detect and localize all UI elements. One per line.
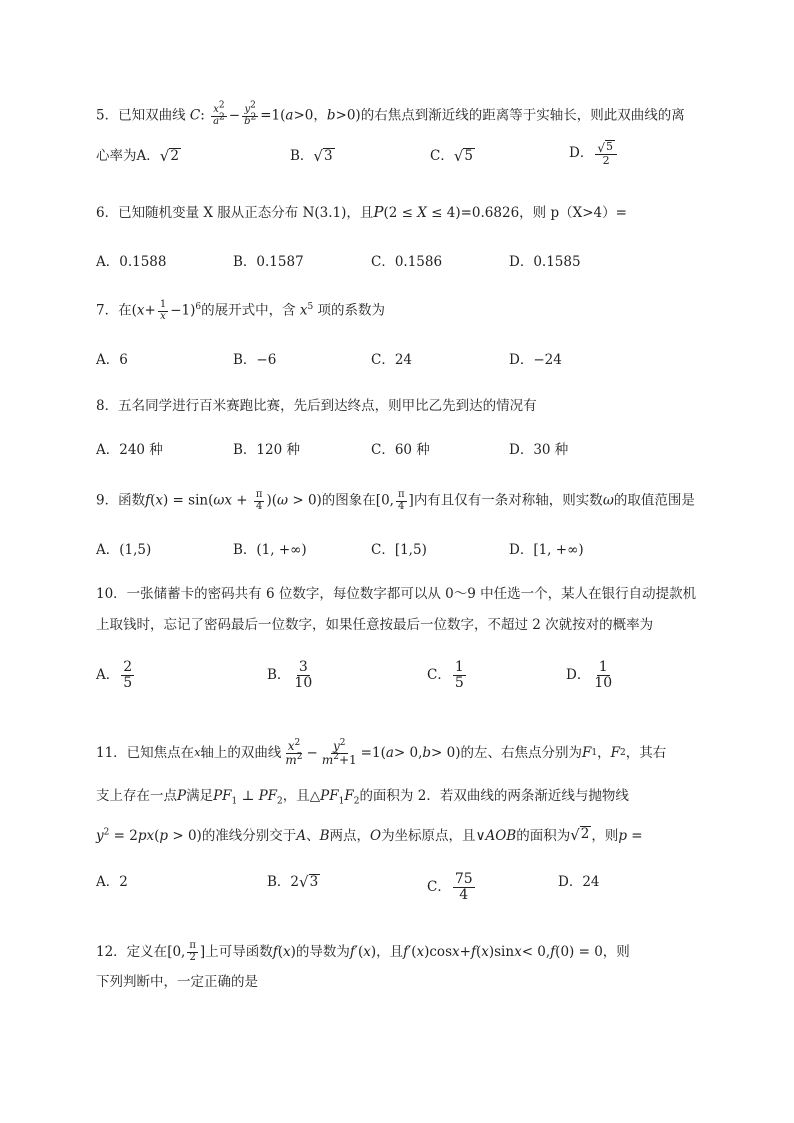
q7-option-a[interactable]: A．6 xyxy=(96,352,128,368)
q9-option-a[interactable]: A．(1,5) xyxy=(96,542,152,558)
q10-option-b[interactable]: B． $\frac{3}{10}$ xyxy=(267,659,313,691)
q6-stem: 6．已知随机变量 X 服从正态分布 N(3.1)，且P(2 ≤ X ≤ 4)=0.6826，则 p（X>4）= xyxy=(96,203,627,221)
q7-stem: 7．在(x+ $\frac{1}{x}$ −1)$^6$的展开式中，含 $x^5$ 项的系数为 xyxy=(96,299,386,322)
q8-option-d[interactable]: D．30 种 xyxy=(509,442,569,458)
q11-option-c[interactable]: C． $\frac{75}{4}$ xyxy=(427,871,473,903)
q11-option-a[interactable]: A．2 xyxy=(96,874,128,890)
q11-option-b[interactable]: B． 2 √ 3 xyxy=(267,873,319,892)
q6-option-d[interactable]: D．0.1585 xyxy=(509,254,581,270)
q5-line1: 5．已知双曲线 C: $\frac{x^2}{a^2}$ − $\frac{y^2}{b^2}$ =1(a>0，b>0)的右焦点到渐近线的距离等于实轴长，则此双曲线的离 xyxy=(96,100,685,127)
q8-stem: 8．五名同学进行百米赛跑比赛，先后到达终点，则甲比乙先到达的情况有 xyxy=(96,398,537,414)
q7-option-b[interactable]: B．−6 xyxy=(233,352,277,368)
q6-option-a[interactable]: A．0.1588 xyxy=(96,254,167,270)
q5-number: 5． xyxy=(96,107,119,124)
q11-line1: 11．已知焦点在 x 轴上的双曲线 $\frac{x^2}{m^2}$ − $\frac{y^2}{m^2+1}$ =1( a > 0, b > 0) 的左、右焦点分别为 F 1 ， F 2 ，其右 xyxy=(96,737,667,767)
q11-line2: 支上存在一点P满足$PF_1$ ⊥ $PF_2$，且$\triangle PF_1F_2$的面积为 2．若双曲线的两条渐近线与抛物线 xyxy=(96,788,629,807)
q6-option-b[interactable]: B．0.1587 xyxy=(233,254,304,270)
q9-option-b[interactable]: B．(1, +∞) xyxy=(233,542,307,558)
q10-option-a[interactable]: A． $\frac{2}{5}$ xyxy=(96,659,133,691)
q10-line1: 10．一张储蓄卡的密码共有 6 位数字，每位数字都可以从 0～9 中任选一个，某人在银行自动提款机 xyxy=(96,586,697,602)
q10-line2: 上取钱时，忘记了密码最后一位数字，如果任意按最后一位数字，不超过 2 次就按对的概率为 xyxy=(96,617,654,633)
q9-stem: 9．函数f(x) = sin(ωx + $\frac{\pi}{4}$ )(ω > 0)的图象在[0, $\frac{\pi}{4}$ ]内有且仅有一条对称轴，则实数ω的取值范围是 xyxy=(96,489,695,512)
q12-line1: 12．定义在 [0, $\frac{\pi}{2}$ ] 上可导函数 f ( x ) 的导数为 f ′( x ) ，且 f ′( x )cos x + f ( x )sin x < 0, f (0) = 0 ，则 xyxy=(96,940,630,963)
q10-option-d[interactable]: D． $\frac{1}{10}$ xyxy=(566,659,613,691)
q9-option-d[interactable]: D．[1, +∞) xyxy=(509,542,584,558)
q9-option-c[interactable]: C．[1,5) xyxy=(371,542,427,558)
q5-option-c[interactable]: C． √ 5 xyxy=(430,147,473,166)
q11-line3: $y^2 = 2px(p > 0)$的准线分别交于A、B两点，O为坐标原点，且∨AOB的面积为 √ 2 ，则p = xyxy=(96,826,643,844)
q7-option-c[interactable]: C．24 xyxy=(371,352,413,368)
q8-option-b[interactable]: B．120 种 xyxy=(233,442,300,458)
q8-option-a[interactable]: A．240 种 xyxy=(96,442,163,458)
q5-option-b[interactable]: B． √ 3 xyxy=(290,147,333,166)
q8-option-c[interactable]: C．60 种 xyxy=(371,442,430,458)
q6-option-c[interactable]: C．0.1586 xyxy=(371,254,443,270)
q11-option-d[interactable]: D．24 xyxy=(558,874,600,890)
q5-stem-end: 心率为 A． √ 2 xyxy=(96,147,179,166)
q10-option-c[interactable]: C． $\frac{1}{5}$ xyxy=(427,659,464,691)
q5-option-d[interactable]: D． √ 5 2 xyxy=(569,140,619,166)
q7-option-d[interactable]: D．−24 xyxy=(509,352,562,368)
q12-line2: 下列判断中，一定正确的是 xyxy=(96,974,258,990)
